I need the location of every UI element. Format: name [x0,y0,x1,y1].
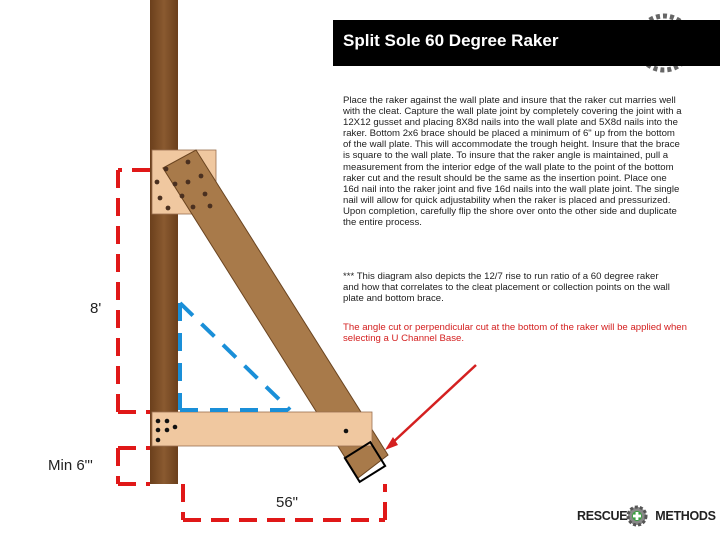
footer-word-rescue: RESCUE [577,509,628,523]
instructions-text: Place the raker against the wall plate and insure that the raker cut marries well with the cleat. Capture the wall plate joint by completely covering the joint with a 12X12 gusset and placing 8X8d nails into the wall plate and 5X8d nails into the raker. Bottom 2x6 brace should be placed a minimum of 6" up from the bottom of the wall plate. This will accommodate the trough height. Insure that the brace is square to the wall plate. To insure that the raker angle is maintained, pull a measurement from the interior edge of the wall plate to the point of the bottom raker cut and the result should be the same as the insertion point. Place one 16d nail into the raker joint and five 16d nails into the wall plate joint. The single nail will allow for quick adjustability when the raker is placed and pressurized. Upon completion, carefully flip the shore over onto the other side and duplicate the entire process. [343,95,682,229]
height-label: 8' [90,300,102,317]
wall-plate [150,0,178,484]
bottom-brace [152,412,372,446]
footer-word-methods: METHODS [655,509,716,523]
ratio-note: *** This diagram also depicts the 12/7 rise to run ratio of a 60 degree raker and how that correlates to the cleat placement or collection points on the wall plate and bottom brace. [343,271,670,305]
annotation-arrow [385,365,476,450]
page-title: Split Sole 60 Degree Raker [343,31,559,50]
min-height-label: Min 6"' [48,457,93,474]
base-label: 56" [276,494,299,511]
footer-logo [577,505,716,527]
u-channel-note: The angle cut or perpendicular cut at the bottom of the raker will be applied when selecting a U Channel Base. [343,322,687,345]
